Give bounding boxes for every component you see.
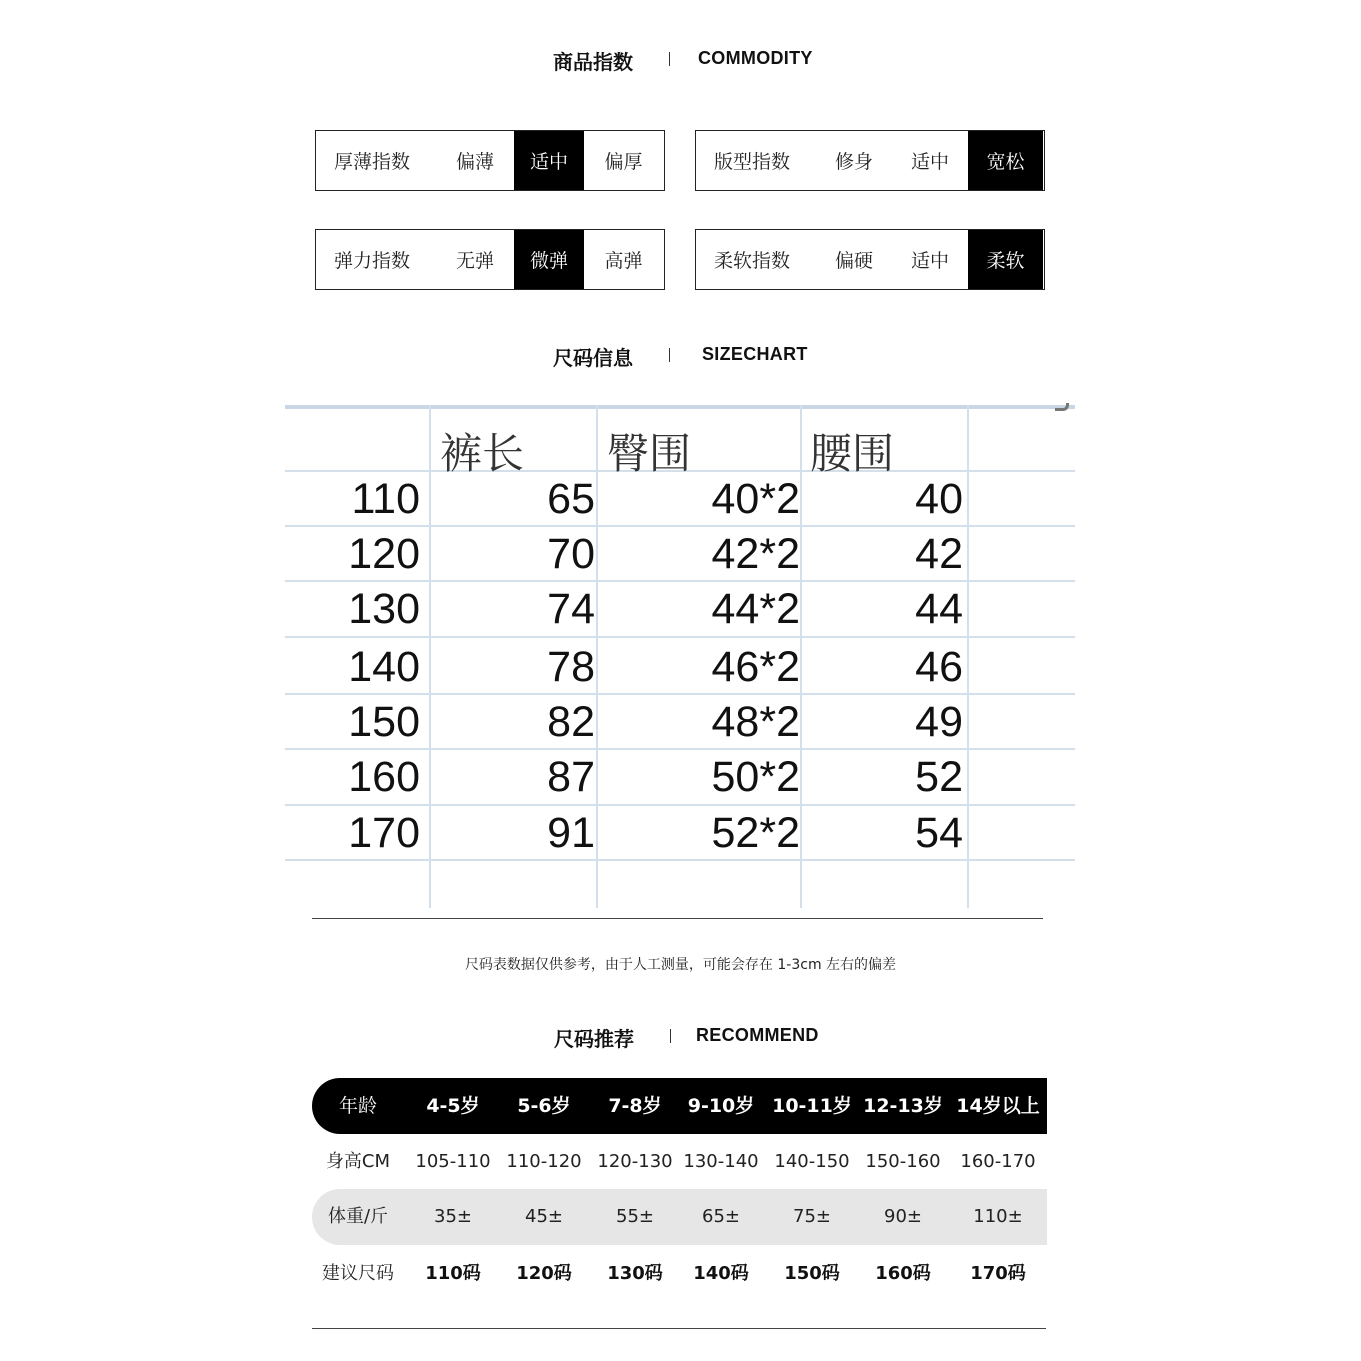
grid-hline	[285, 693, 1075, 695]
cell-size: 130	[348, 585, 420, 633]
cell-height: 140-150	[774, 1151, 850, 1172]
index-option: 偏硬	[834, 250, 873, 272]
cell-weight: 55±	[616, 1206, 654, 1227]
index-label: 版型指数	[714, 151, 791, 173]
thickness-index	[315, 130, 665, 191]
cell-height: 105-110	[415, 1151, 491, 1172]
cell-length: 65	[547, 475, 595, 523]
cell-hip: 42*2	[711, 530, 800, 578]
cell-size: 160	[348, 753, 420, 801]
index-option: 偏厚	[604, 151, 643, 173]
cell-weight: 110±	[973, 1206, 1023, 1227]
row-label-height: 身高CM	[325, 1151, 391, 1172]
fit-index	[695, 130, 1045, 191]
grid-hline	[285, 748, 1075, 750]
index-label: 厚薄指数	[334, 151, 411, 173]
recommend-title	[0, 1023, 1361, 1063]
cell-weight: 75±	[793, 1206, 831, 1227]
cell-hip: 46*2	[711, 643, 800, 691]
index-label: 弹力指数	[334, 250, 411, 272]
cell-size: 140	[348, 643, 420, 691]
header-age-group: 9-10岁	[687, 1095, 755, 1117]
size-note: 尺码表数据仅供参考，由于人工测量，可能会存在 1-3cm 左右的偏差	[464, 957, 897, 973]
commodity-title-cn: 商品指数	[553, 50, 633, 74]
index-option-selected: 微弹	[514, 230, 584, 289]
header-age-group: 4-5岁	[426, 1095, 480, 1117]
grid-vline	[596, 405, 598, 908]
sheet-top-border	[285, 405, 1075, 409]
cell-height: 110-120	[506, 1151, 582, 1172]
cell-waist: 54	[915, 809, 963, 857]
header-age-group: 10-11岁	[772, 1095, 852, 1117]
sizechart-title-en: SIZECHART	[702, 344, 808, 364]
index-option: 高弹	[604, 250, 643, 272]
sizechart-title-cn: 尺码信息	[553, 346, 633, 370]
cell-height: 120-130	[597, 1151, 673, 1172]
softness-index	[695, 229, 1045, 290]
header-length: 裤长	[440, 429, 525, 478]
header-age-group: 12-13岁	[863, 1095, 943, 1117]
row-label-weight: 体重/斤	[327, 1206, 389, 1227]
sizechart-title	[0, 342, 1361, 382]
cell-height: 160-170	[960, 1151, 1036, 1172]
cell-waist: 40	[915, 475, 963, 523]
cell-length: 87	[547, 753, 595, 801]
grid-hline	[285, 804, 1075, 806]
cell-size: 130码	[607, 1263, 663, 1284]
cell-size: 150	[348, 698, 420, 746]
index-option-selected: 适中	[514, 131, 584, 190]
cell-size: 120码	[516, 1263, 572, 1284]
cell-size: 140码	[693, 1263, 749, 1284]
cell-hip: 52*2	[711, 809, 800, 857]
index-option: 无弹	[455, 250, 494, 272]
header-age-group: 7-8岁	[608, 1095, 662, 1117]
header-age-group: 5-6岁	[517, 1095, 571, 1117]
cell-height: 130-140	[683, 1151, 759, 1172]
cell-length: 82	[547, 698, 595, 746]
size-chart-sheet	[285, 403, 1075, 908]
header-hip: 臀围	[607, 429, 692, 478]
grid-hline	[285, 636, 1075, 638]
header-age-label: 年龄	[338, 1095, 377, 1117]
recommend-row-weight	[312, 1189, 1047, 1245]
index-label: 柔软指数	[714, 250, 791, 272]
cell-hip: 44*2	[711, 585, 800, 633]
recommend-row-height	[312, 1134, 1047, 1190]
recommend-title-cn: 尺码推荐	[554, 1027, 634, 1051]
divider-line	[312, 918, 1043, 919]
index-option: 修身	[834, 151, 873, 173]
bottom-divider-line	[312, 1328, 1046, 1329]
cell-length: 74	[547, 585, 595, 633]
cell-size: 110码	[425, 1263, 481, 1284]
cell-waist: 44	[915, 585, 963, 633]
cell-size: 120	[348, 530, 420, 578]
cell-size: 170	[348, 809, 420, 857]
cell-size: 110	[351, 475, 420, 523]
grid-vline	[800, 405, 802, 908]
cell-height: 150-160	[865, 1151, 941, 1172]
index-option-selected: 柔软	[968, 230, 1043, 289]
cell-size: 170码	[970, 1263, 1026, 1284]
title-separator	[669, 52, 670, 66]
cell-weight: 35±	[434, 1206, 472, 1227]
row-label-size: 建议尺码	[322, 1263, 394, 1284]
index-option: 适中	[910, 250, 949, 272]
index-option-selected: 宽松	[968, 131, 1043, 190]
header-waist: 腰围	[810, 429, 895, 478]
commodity-title	[0, 46, 1361, 86]
title-separator	[670, 1029, 671, 1043]
cell-length: 78	[547, 643, 595, 691]
grid-vline	[967, 405, 969, 908]
cell-length: 70	[547, 530, 595, 578]
cell-waist: 49	[915, 698, 963, 746]
cell-size: 150码	[784, 1263, 840, 1284]
title-separator	[669, 348, 670, 362]
cell-waist: 42	[915, 530, 963, 578]
header-age-group: 14岁以上	[956, 1095, 1040, 1117]
cell-hip: 40*2	[711, 475, 800, 523]
cell-waist: 52	[915, 753, 963, 801]
grid-vline	[429, 405, 431, 908]
index-option: 偏薄	[455, 151, 494, 173]
cell-hip: 48*2	[711, 698, 800, 746]
grid-hline	[285, 580, 1075, 582]
cell-weight: 45±	[525, 1206, 563, 1227]
cell-hip: 50*2	[711, 753, 800, 801]
index-option: 适中	[910, 151, 949, 173]
grid-hline	[285, 859, 1075, 861]
recommend-title-en: RECOMMEND	[696, 1025, 819, 1045]
elasticity-index	[315, 229, 665, 290]
sheet-corner-mark	[1055, 403, 1069, 411]
recommend-header-row	[312, 1078, 1047, 1134]
cell-waist: 46	[915, 643, 963, 691]
cell-length: 91	[547, 809, 595, 857]
cell-size: 160码	[875, 1263, 931, 1284]
commodity-title-en: COMMODITY	[698, 48, 813, 68]
cell-weight: 90±	[884, 1206, 922, 1227]
recommend-row-size	[312, 1246, 1047, 1302]
cell-weight: 65±	[702, 1206, 740, 1227]
grid-hline	[285, 525, 1075, 527]
